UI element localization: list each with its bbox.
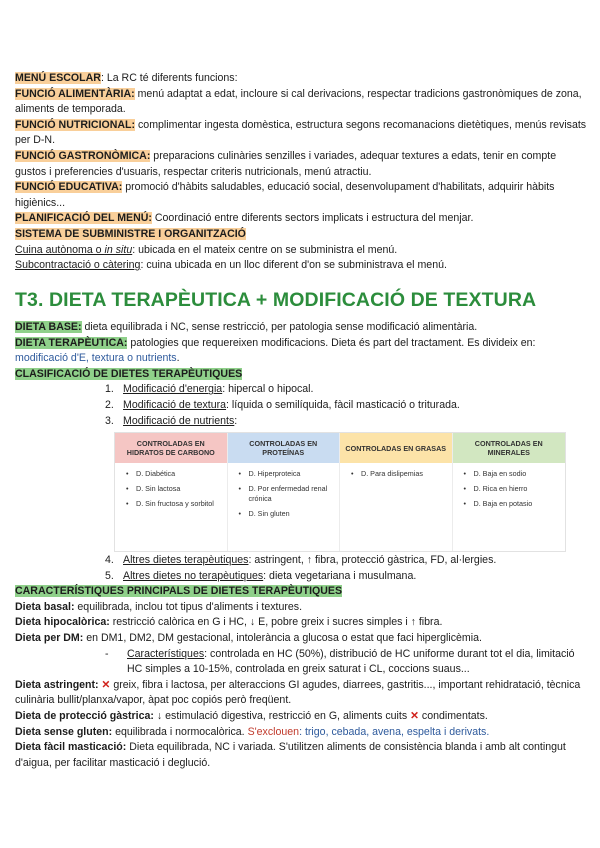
dieta-base: DIETA BASE: dieta equilibrada i NC, sense restricció, per patologia sense modificació alimentària. (15, 321, 478, 333)
cross-icon: ✕ (407, 709, 419, 722)
list-item: 2. Modificació de textura: líquida o semilíquida, fàcil masticació o triturada. (105, 398, 460, 411)
funcio-alimentaria: FUNCIÓ ALIMENTÀRIA: menú adaptat a edat, incloure si cal derivacions, respectar tradicions gastronòmiques de zona, aliments de temporada. (15, 87, 582, 116)
dieta-dm: Dieta per DM: en DM1, DM2, DM gestacional, intolerància a glucosa o estat que faci hiperglicèmia. (15, 631, 482, 644)
table-column (115, 433, 228, 551)
funcio-nutricional: FUNCIÓ NUTRICIONAL: complimentar ingesta domèstica, estructura segons recomanacions dietètiques, menús revisats per D-N. (15, 118, 587, 147)
table-cell: • D. Sin fructosa y sorbitol (124, 499, 221, 509)
table-cell: • D. Sin gluten (237, 509, 334, 519)
table-header: CONTROLADAS EN HIDRATOS DE CARBONO (115, 433, 227, 463)
table-column (340, 433, 453, 551)
table-header: CONTROLADAS EN MINERALES (453, 433, 566, 463)
table-cell: • D. Por enfermedad renal crónica (237, 484, 334, 504)
table-header: CONTROLADAS EN PROTEÍNAS (228, 433, 340, 463)
list-item: 5. Altres dietes no terapèutiques: dieta vegetariana i musulmana. (105, 569, 417, 582)
dieta-facil-masticacio: Dieta fàcil masticació: Dieta equilibrada, NC i variada. S'utilitzen aliments de consistència blanda i amb alt contingut d'aigua, per facilitar masticació i deglució. (15, 741, 566, 769)
caracteristiques-heading: CARACTERÍSTIQUES PRINCIPALS DE DIETES TERAPÈUTIQUES (15, 585, 343, 598)
dieta-basal: Dieta basal: equilibrada, inclou tot tipus d'aliments i textures. (15, 600, 303, 613)
list-item: 3. Modificació de nutrients: (105, 414, 238, 427)
school-menu-section (15, 71, 587, 274)
clasificacio-heading: CLASIFICACIÓ DE DIETES TERAPÈUTIQUES (15, 367, 243, 380)
table-header: CONTROLADAS EN GRASAS (340, 433, 452, 463)
sistema-subministre: SISTEMA DE SUBMINISTRE I ORGANITZACIÓ (15, 227, 246, 240)
classification-list-a (15, 382, 587, 429)
therapeutic-diet-section (15, 320, 587, 429)
cross-icon: ✕ (98, 678, 111, 691)
subcontractacio: Subcontractació o càtering: cuina ubicada en un lloc diferent d'on se subministrava el menú. (15, 259, 447, 272)
cuina-autonoma: Cuina autònoma o in situ: ubicada en el mateix centre on se subministra el menú. (15, 243, 398, 256)
list-item: 1. Modificació d'energia: hipercal o hipocal. (105, 383, 314, 396)
nutrient-table (114, 432, 566, 552)
dm-characteristics: - Característiques: controlada en HC (50%), distribució de HC uniforme durant tot el dia, limitació HC simples a 10-15%, controlada en greix saturat i CL, coccions suaus... (105, 647, 575, 676)
table-cell: • D. Diabética (124, 469, 221, 479)
table-column (228, 433, 341, 551)
funcio-gastronomica: FUNCIÓ GASTRONÒMICA: preparacions culinàries senzilles i variades, adequar textures a edats, tenir en compte gustos i preferencies d'usuaris, respectar criteris nutricionals, menú atractiu. (15, 149, 557, 178)
table-column (453, 433, 566, 551)
dieta-terapeutica: DIETA TERAPÈUTICA: patologies que requereixen modificacions. Dieta és part del tractament. Es divideix en: modificació d'E, textura o nutrients. (15, 336, 536, 365)
section-title: T3. DIETA TERAPÈUTICA + MODIFICACIÓ DE TEXTURA (15, 289, 537, 311)
dieta-proteccio-gastrica: Dieta de protecció gàstrica: ↓ estimulació digestiva, restricció en G, aliments cuits ✕ condimentats. (15, 709, 488, 722)
dieta-astringent: Dieta astringent: ✕ greix, fibra i lactosa, per alteraccions GI agudes, diarrees, gastritis..., important rehidratació, tècnica culinària bullit/planxa/vapor, àpat poc copiós però freqüent. (15, 678, 581, 707)
planificacio-menu: PLANIFICACIÓ DEL MENÚ: Coordinació entre diferents sectors implicats i estructura del menjar. (15, 212, 474, 225)
menu-escolar-line: MENÚ ESCOLAR: La RC té diferents funcions: (15, 72, 238, 84)
list-item: 4. Altres dietes terapèutiques: astringent, ↑ fibra, protecció gàstrica, FD, al·lergies. (105, 554, 497, 566)
table-cell: • D. Para dislipemias (349, 469, 446, 479)
table-cell: • D. Rica en hierro (462, 484, 560, 494)
table-cell: • D. Baja en potasio (462, 499, 560, 509)
funcio-educativa: FUNCIÓ EDUCATIVA: promoció d'hàbits saludables, educació social, desenvolupament d'habilitats, adquirir hàbits higiènics... (15, 181, 555, 209)
table-cell: • D. Sin lactosa (124, 484, 221, 494)
dieta-sense-gluten: Dieta sense gluten: equilibrada i normocalòrica. S'exclouen: trigo, cebada, avena, espelta i derivats. (15, 725, 490, 738)
table-cell: • D. Baja en sodio (462, 469, 560, 479)
table-cell: • D. Hiperproteica (237, 469, 334, 479)
dieta-hipocalorica: Dieta hipocalòrica: restricció calòrica en G i HC, ↓ E, pobre greix i sucres simples i ↑ fibra. (15, 616, 443, 629)
therapeutic-diet-details (15, 553, 587, 771)
